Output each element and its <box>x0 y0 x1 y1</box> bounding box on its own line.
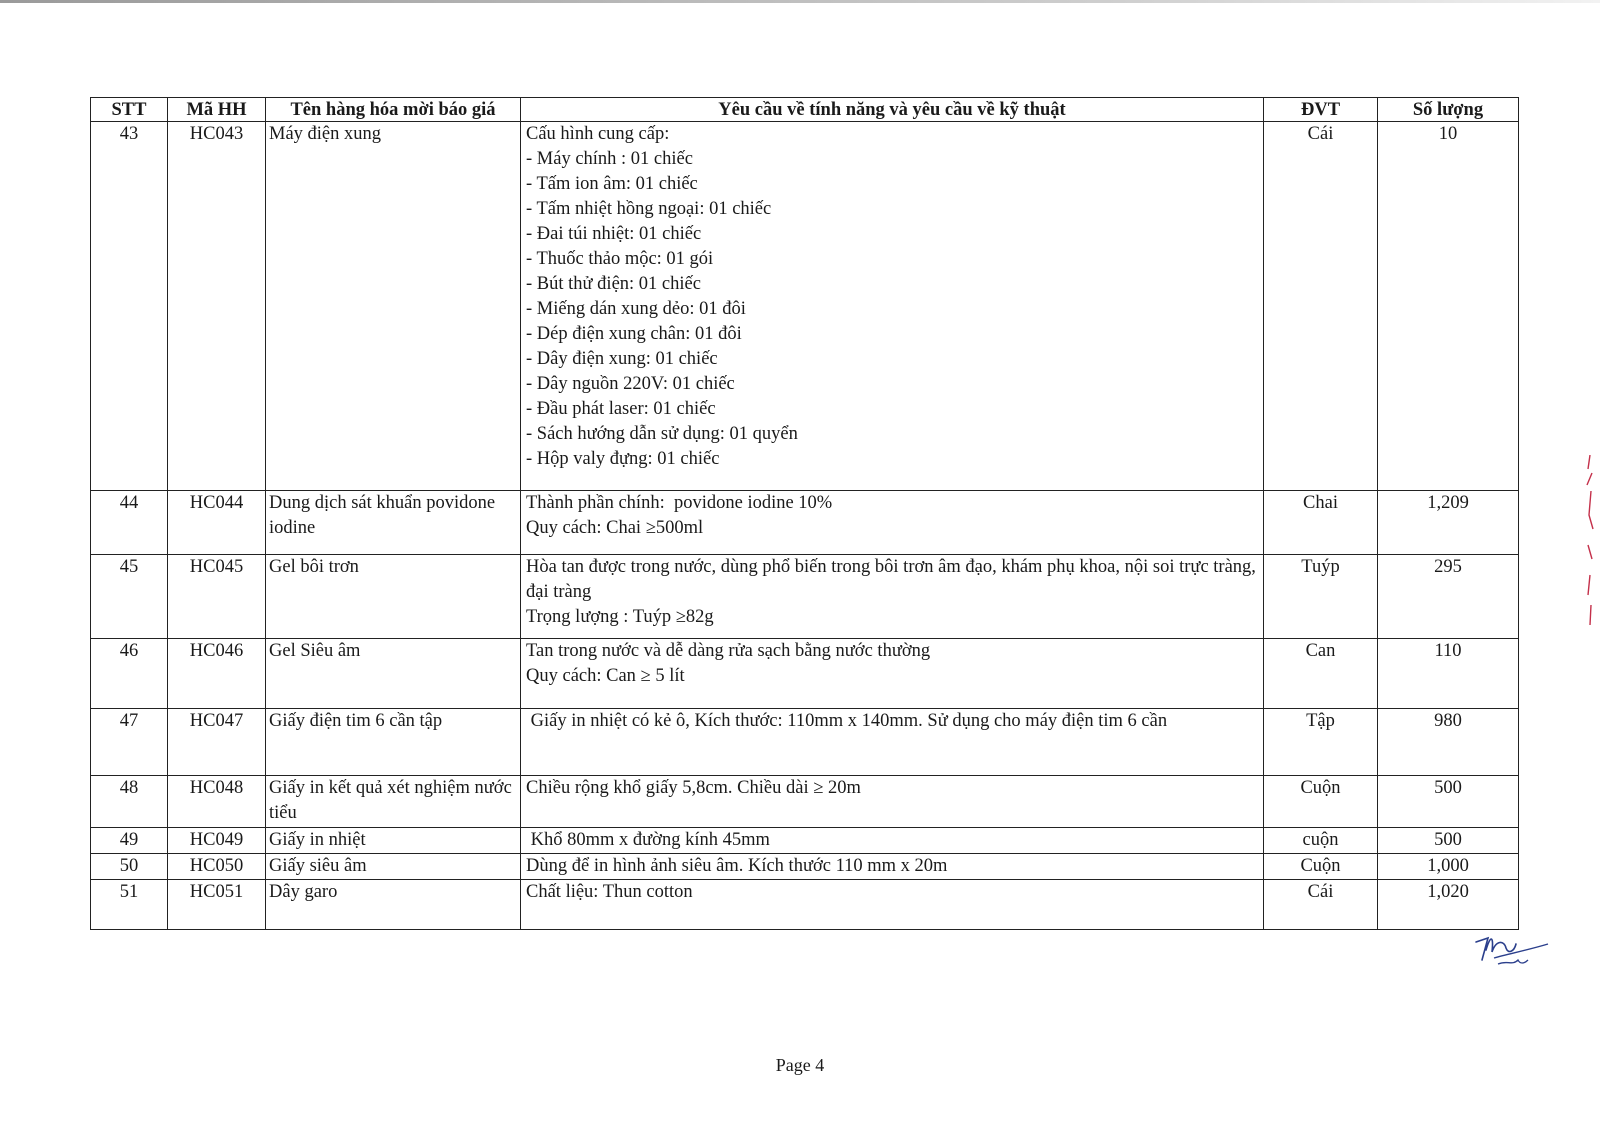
table-row <box>91 555 1519 639</box>
header-unit: ĐVT <box>1264 98 1378 122</box>
cell-name: Dây garo <box>266 880 521 930</box>
cell-spec <box>521 491 1264 555</box>
cell-stt: 49 <box>91 828 168 854</box>
cell-code: HC047 <box>168 709 266 776</box>
spec-line: - Dép điện xung chân: 01 đôi <box>526 324 742 344</box>
cell-unit: Cái <box>1264 880 1378 930</box>
cell-stt: 50 <box>91 854 168 880</box>
cell-qty: 10 <box>1378 122 1519 491</box>
header-row <box>91 98 1519 122</box>
cell-code: HC045 <box>168 555 266 639</box>
spec-line: - Dây nguồn 220V: 01 chiếc <box>526 374 735 394</box>
spec-line: Giấy in nhiệt có kẻ ô, Kích thước: 110mm x 140mm. Sử dụng cho máy điện tim 6 cần <box>526 711 1168 731</box>
page-number: Page 4 <box>775 1055 825 1075</box>
cell-name: Dung dịch sát khuẩn povidone iodine <box>266 491 521 555</box>
table-row <box>91 639 1519 709</box>
table-row <box>91 854 1519 880</box>
cell-stt: 51 <box>91 880 168 930</box>
cell-qty: 1,209 <box>1378 491 1519 555</box>
cell-name: Giấy siêu âm <box>266 854 521 880</box>
cell-qty: 500 <box>1378 828 1519 854</box>
header-qty: Số lượng <box>1378 98 1519 122</box>
cell-spec <box>521 828 1264 854</box>
cell-spec <box>521 776 1264 828</box>
cell-qty: 110 <box>1378 639 1519 709</box>
table-row <box>91 828 1519 854</box>
cell-qty: 1,000 <box>1378 854 1519 880</box>
spec-line: Quy cách: Chai ≥500ml <box>526 518 704 538</box>
spec-line: - Đầu phát laser: 01 chiếc <box>526 399 716 419</box>
stamp-edge-mark <box>1582 455 1598 635</box>
table-row <box>91 776 1519 828</box>
cell-name: Gel Siêu âm <box>266 639 521 709</box>
spec-line: Quy cách: Can ≥ 5 lít <box>526 666 685 686</box>
cell-name: Giấy điện tim 6 cần tập <box>266 709 521 776</box>
spec-line: - Miếng dán xung dẻo: 01 đôi <box>526 299 746 319</box>
cell-qty: 500 <box>1378 776 1519 828</box>
spec-line: - Thuốc thảo mộc: 01 gói <box>526 249 714 269</box>
cell-name: Giấy in kết quả xét nghiệm nước tiểu <box>266 776 521 828</box>
cell-spec <box>521 555 1264 639</box>
quotation-table <box>90 97 1519 930</box>
cell-code: HC044 <box>168 491 266 555</box>
cell-name: Máy điện xung <box>266 122 521 491</box>
cell-qty: 1,020 <box>1378 880 1519 930</box>
cell-unit: cuộn <box>1264 828 1378 854</box>
spec-line: - Sách hướng dẫn sử dụng: 01 quyển <box>526 424 798 444</box>
cell-code: HC048 <box>168 776 266 828</box>
spec-line: Hòa tan được trong nước, dùng phổ biến trong bôi trơn âm đạo, khám phụ khoa, nội soi trực tràng, đại tràng <box>526 557 1261 602</box>
spec-line: - Dây điện xung: 01 chiếc <box>526 349 718 369</box>
spec-line: Dùng để in hình ảnh siêu âm. Kích thước 110 mm x 20m <box>526 856 948 876</box>
cell-unit: Can <box>1264 639 1378 709</box>
header-stt: STT <box>91 98 168 122</box>
spec-line: - Tấm nhiệt hồng ngoại: 01 chiếc <box>526 199 772 219</box>
spec-line: Chất liệu: Thun cotton <box>526 882 693 902</box>
table-row <box>91 709 1519 776</box>
signature-mark <box>1468 930 1568 980</box>
cell-name: Gel bôi trơn <box>266 555 521 639</box>
cell-unit: Tuýp <box>1264 555 1378 639</box>
spec-line: Khổ 80mm x đường kính 45mm <box>526 830 770 850</box>
cell-spec <box>521 854 1264 880</box>
cell-spec <box>521 880 1264 930</box>
cell-stt: 48 <box>91 776 168 828</box>
cell-stt: 43 <box>91 122 168 491</box>
cell-code: HC043 <box>168 122 266 491</box>
cell-code: HC046 <box>168 639 266 709</box>
cell-name: Giấy in nhiệt <box>266 828 521 854</box>
table-row <box>91 880 1519 930</box>
spec-line: Chiều rộng khổ giấy 5,8cm. Chiều dài ≥ 20m <box>526 778 861 798</box>
cell-qty: 980 <box>1378 709 1519 776</box>
cell-unit: Cuộn <box>1264 854 1378 880</box>
spec-line: - Bút thử điện: 01 chiếc <box>526 274 701 294</box>
cell-qty: 295 <box>1378 555 1519 639</box>
cell-stt: 44 <box>91 491 168 555</box>
cell-unit: Tập <box>1264 709 1378 776</box>
table-body <box>91 122 1519 930</box>
cell-unit: Cuộn <box>1264 776 1378 828</box>
table-header <box>91 98 1519 122</box>
spec-line: - Tấm ion âm: 01 chiếc <box>526 174 698 194</box>
scan-top-edge <box>0 0 1600 3</box>
header-name: Tên hàng hóa mời báo giá <box>266 98 521 122</box>
cell-code: HC050 <box>168 854 266 880</box>
cell-unit: Cái <box>1264 122 1378 491</box>
cell-spec <box>521 709 1264 776</box>
spec-line: - Hộp valy đựng: 01 chiếc <box>526 449 720 469</box>
cell-spec <box>521 122 1264 491</box>
cell-stt: 46 <box>91 639 168 709</box>
spec-line: - Đai túi nhiệt: 01 chiếc <box>526 224 702 244</box>
cell-code: HC051 <box>168 880 266 930</box>
header-spec: Yêu cầu về tính năng và yêu cầu về kỹ thuật <box>521 98 1264 122</box>
cell-code: HC049 <box>168 828 266 854</box>
spec-line: Thành phần chính: povidone iodine 10% <box>526 493 833 513</box>
spec-line: Trọng lượng : Tuýp ≥82g <box>526 607 714 627</box>
cell-unit: Chai <box>1264 491 1378 555</box>
cell-stt: 45 <box>91 555 168 639</box>
table-row <box>91 122 1519 491</box>
spec-line: Cấu hình cung cấp: <box>526 124 670 144</box>
spec-line: Tan trong nước và dễ dàng rửa sạch bằng nước thường <box>526 641 931 661</box>
spec-line: - Máy chính : 01 chiếc <box>526 149 693 169</box>
table-row <box>91 491 1519 555</box>
header-code: Mã HH <box>168 98 266 122</box>
cell-spec <box>521 639 1264 709</box>
cell-stt: 47 <box>91 709 168 776</box>
